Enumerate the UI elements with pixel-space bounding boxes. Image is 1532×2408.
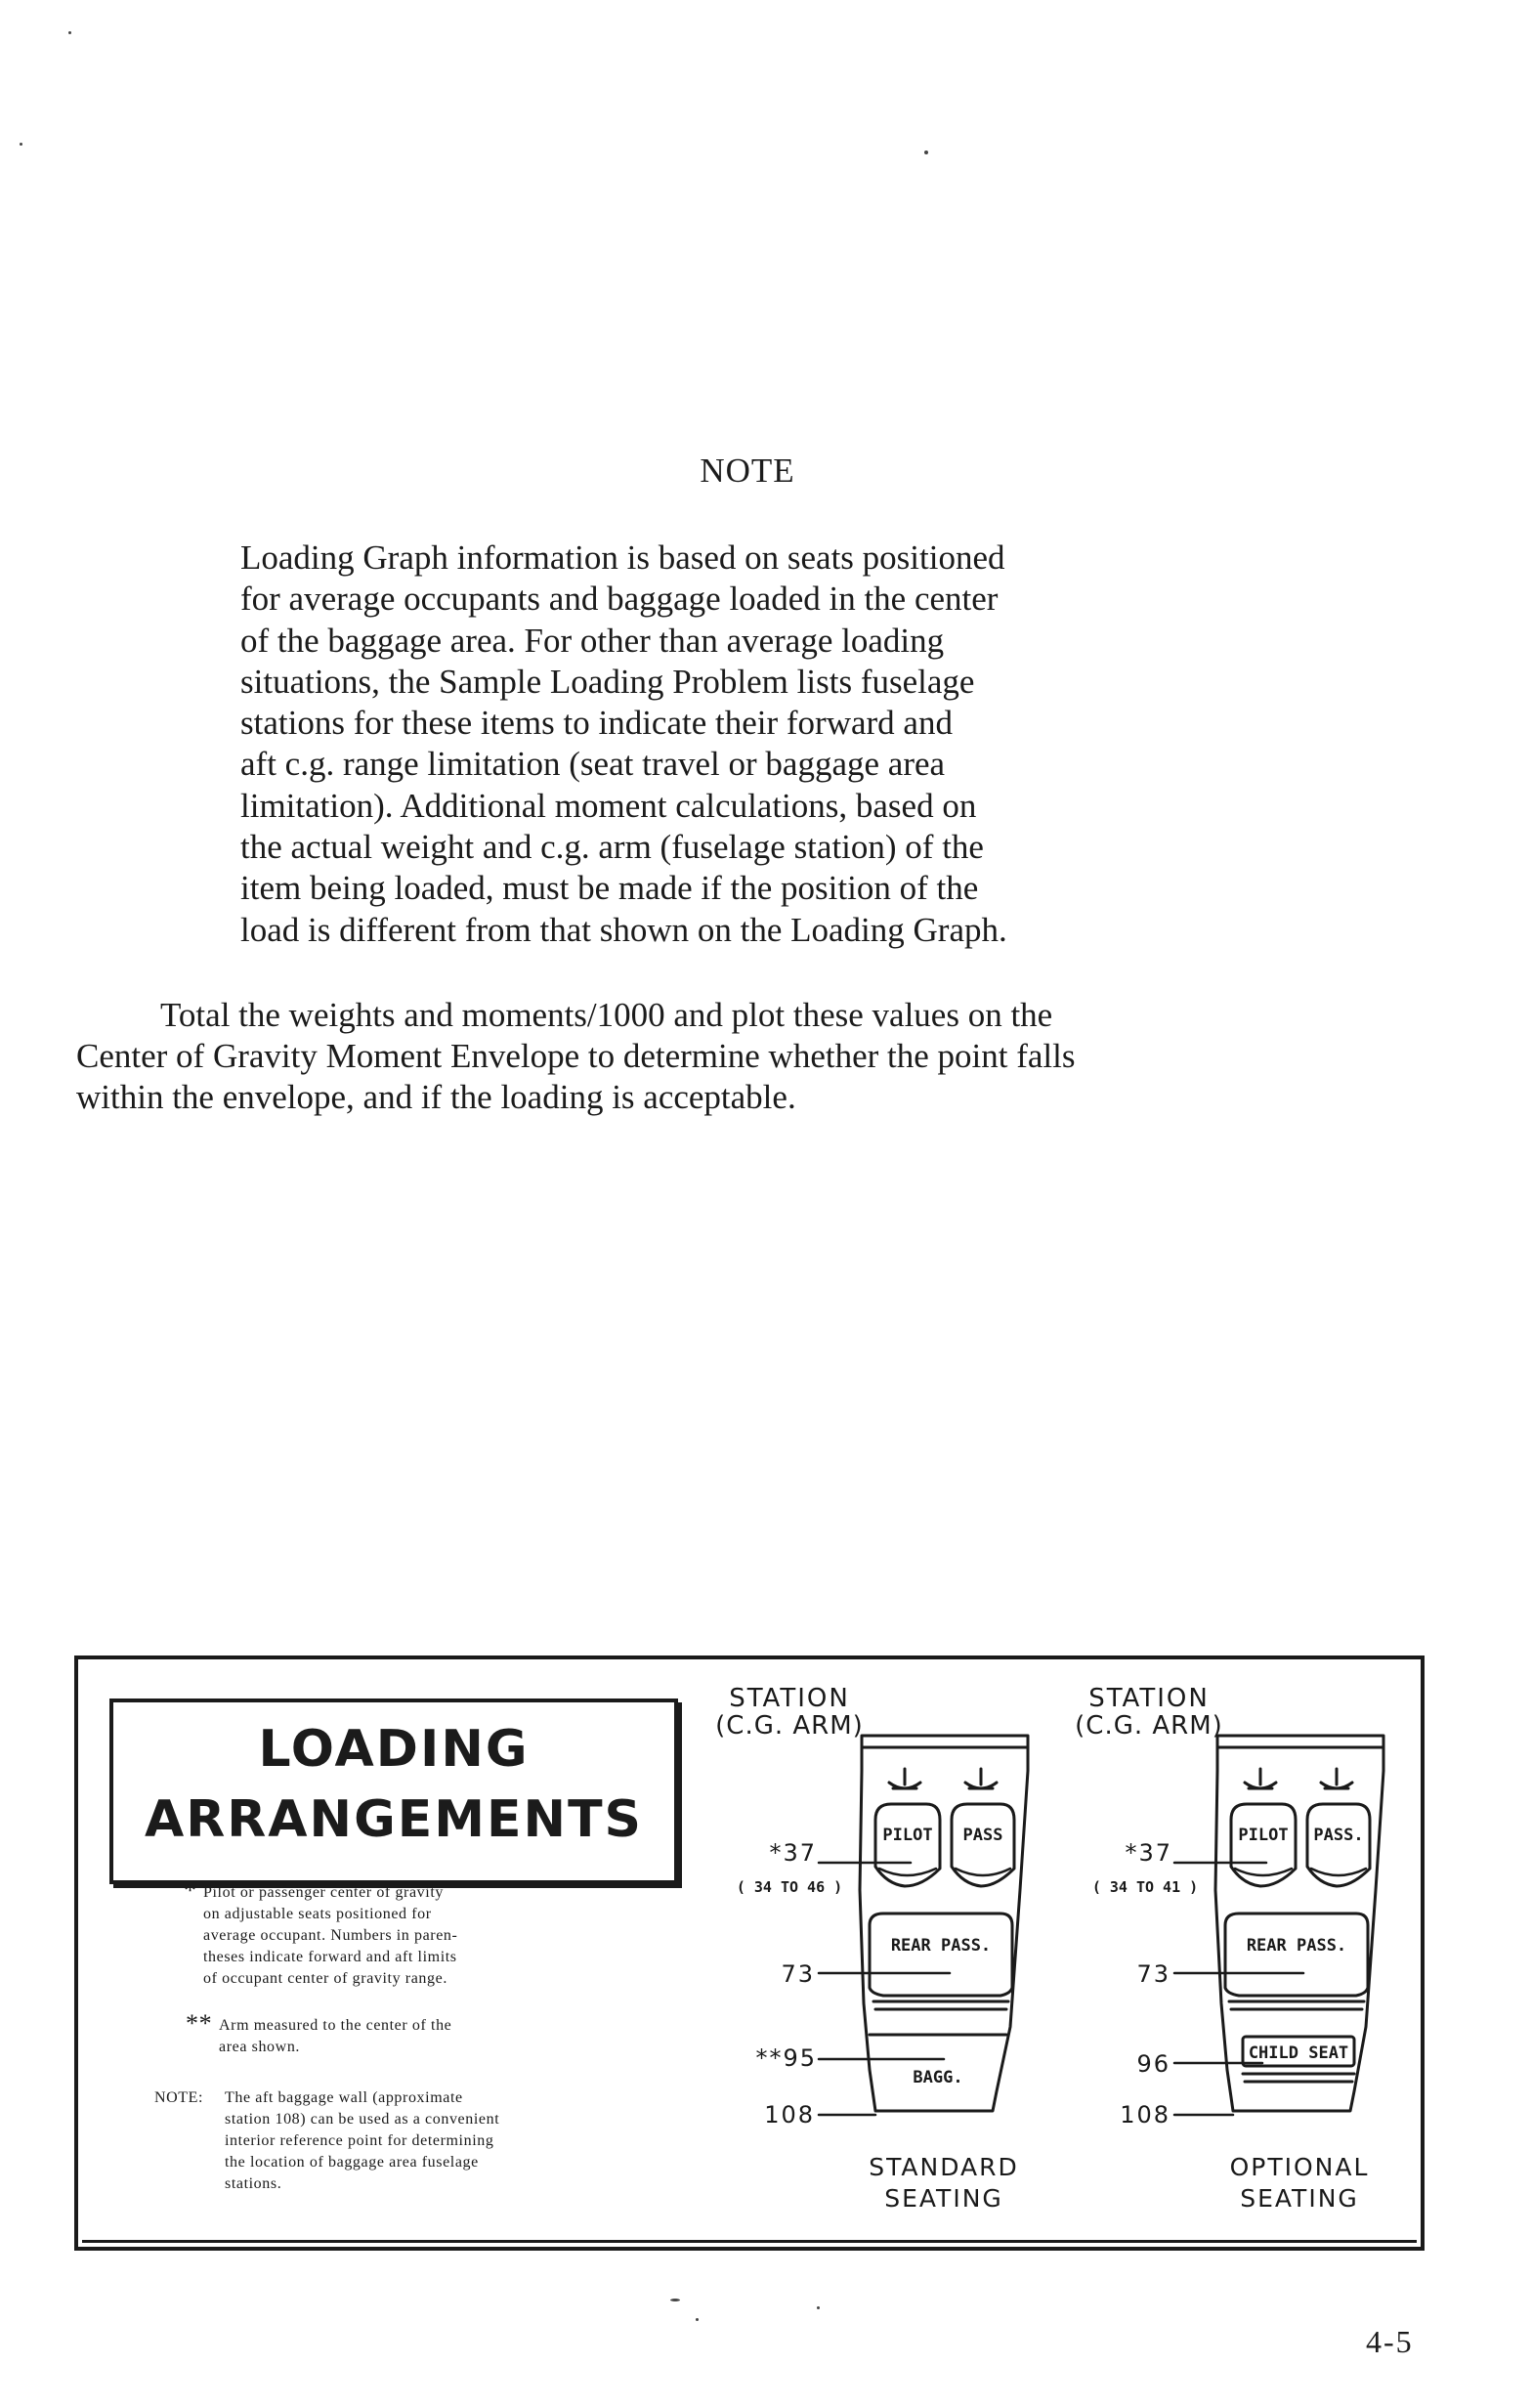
note-line: stations for these items to indicate their forward and <box>240 704 953 743</box>
footnote-line: interior reference point for determining <box>225 2132 494 2149</box>
optional-station-96: 96 <box>1136 2050 1170 2078</box>
standard-caption-line2: SEATING <box>884 2184 1003 2213</box>
footnote-line: area shown. <box>219 2039 301 2055</box>
footnote-line: the location of baggage area fuselage <box>225 2154 479 2171</box>
standard-cg-arm-header: (C.G. ARM) <box>715 1711 864 1741</box>
optional-pilot-seat <box>1231 1804 1296 1886</box>
standard-pass-seat <box>952 1804 1014 1886</box>
footnote-line: average occupant. Numbers in paren- <box>203 1927 458 1944</box>
scan-speck <box>20 143 22 146</box>
title-line-arrangements: ARRANGEMENTS <box>144 1790 643 1849</box>
body-line: within the envelope, and if the loading is acceptable. <box>76 1078 796 1116</box>
footnote-line: theses indicate forward and aft limits <box>203 1949 457 1965</box>
optional-pass-seat <box>1307 1804 1370 1886</box>
note-line: for average occupants and baggage loaded in the center <box>240 580 999 619</box>
optional-station-header: STATION <box>1088 1684 1210 1713</box>
optional-yoke-left-icon <box>1245 1769 1276 1788</box>
footnote-double-asterisk: ** <box>186 2009 213 2038</box>
optional-station-73: 73 <box>1136 1960 1170 1988</box>
note-line: limitation). Additional moment calculations, based on <box>240 786 977 825</box>
optional-station-37: *37 <box>1125 1839 1172 1867</box>
standard-station-header: STATION <box>729 1684 850 1713</box>
standard-rear-pass-label: REAR PASS. <box>890 1936 992 1956</box>
note-line: situations, the Sample Loading Problem lists fuselage <box>240 662 975 701</box>
standard-range-37: ( 34 TO 46 ) <box>736 1878 843 1896</box>
optional-rear-pass-label: REAR PASS. <box>1246 1936 1347 1956</box>
footnote-line: Arm measured to the center of the <box>219 2017 452 2034</box>
standard-station-108: 108 <box>764 2101 815 2128</box>
body-line: Center of Gravity Moment Envelope to determine whether the point falls <box>76 1037 1076 1075</box>
optional-range-37: ( 34 TO 41 ) <box>1091 1878 1199 1896</box>
note-heading: NOTE <box>700 452 795 490</box>
scan-speck <box>68 31 71 34</box>
note-line: aft c.g. range limitation (seat travel or baggage area <box>240 745 946 784</box>
note-line: the actual weight and c.g. arm (fuselage station) of the <box>240 828 984 867</box>
standard-pass-label: PASS <box>962 1826 1003 1845</box>
note-line: load is different from that shown on the Loading Graph. <box>240 910 1007 949</box>
standard-station-73: 73 <box>781 1960 815 1988</box>
standard-pilot-label: PILOT <box>882 1826 933 1845</box>
standard-cabin-outline <box>860 1736 1028 2111</box>
standard-yoke-right-icon <box>965 1769 997 1788</box>
optional-child-seat-label: CHILD SEAT <box>1248 2043 1349 2063</box>
scan-speck <box>817 2306 820 2309</box>
body-line: Total the weights and moments/1000 and plot these values on the <box>160 996 1053 1034</box>
footnote-line: The aft baggage wall (approximate <box>225 2089 463 2106</box>
standard-caption-line1: STANDARD <box>869 2153 1019 2181</box>
title-line-loading: LOADING <box>258 1720 530 1779</box>
footnote-note-label: NOTE: <box>154 2089 204 2106</box>
standard-yoke-left-icon <box>889 1769 920 1788</box>
footnote-asterisk: * <box>184 1876 197 1905</box>
scan-speck <box>696 2318 699 2321</box>
note-line: Loading Graph information is based on seats positioned <box>240 538 1005 577</box>
optional-cg-arm-header: (C.G. ARM) <box>1075 1711 1223 1741</box>
page-number: 4-5 <box>1366 2324 1414 2359</box>
optional-caption-line1: OPTIONAL <box>1229 2153 1370 2181</box>
standard-bagg-label: BAGG. <box>913 2068 963 2087</box>
optional-station-108: 108 <box>1120 2101 1170 2128</box>
note-line: item being loaded, must be made if the position of the <box>240 869 979 908</box>
scan-speck <box>924 150 928 154</box>
standard-pilot-seat <box>875 1804 940 1886</box>
optional-pilot-label: PILOT <box>1238 1826 1289 1845</box>
footnote-line: of occupant center of gravity range. <box>203 1970 447 1987</box>
footnote-line: Pilot or passenger center of gravity <box>203 1884 444 1901</box>
scan-speck <box>670 2299 680 2301</box>
standard-station-37: *37 <box>769 1839 817 1867</box>
optional-pass-label: PASS. <box>1313 1826 1364 1845</box>
standard-station-95: **95 <box>755 2044 817 2072</box>
optional-caption-line2: SEATING <box>1240 2184 1359 2213</box>
footnote-line: station 108) can be used as a convenient <box>225 2111 500 2128</box>
footnote-line: stations. <box>225 2175 282 2192</box>
footnote-line: on adjustable seats positioned for <box>203 1906 432 1922</box>
note-line: of the baggage area. For other than average loading <box>240 621 945 660</box>
optional-yoke-right-icon <box>1321 1769 1352 1788</box>
